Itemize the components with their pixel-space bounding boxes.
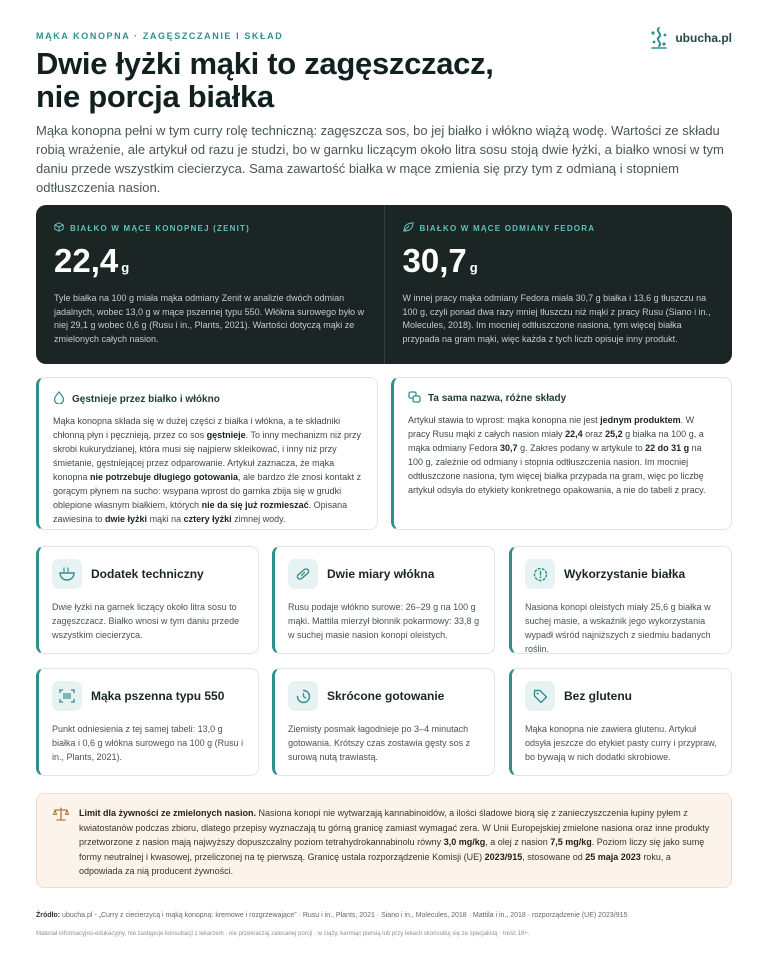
stat-label: BIAŁKO W MĄCE ODMIANY FEDORA [419, 223, 596, 233]
stat-zenit [36, 205, 384, 364]
brand[interactable] [649, 26, 732, 50]
card-title: Skrócone gotowanie [327, 689, 445, 703]
stat-description: W innej pracy mąka odmiany Fedora miała 30,7 g białka i 13,6 g tłuszczu na 100 g, czyli ponad dwa razy mniej tłuszczu niż mąki z pracy Rusu (Siano i in., Molecules, 2018). Im mocniej odtłuszczone nasiona, tym więcej białka przypada na gram mąki, więc każda z tych liczb opisuje inny produkt. [402, 293, 711, 344]
tag-icon [525, 681, 555, 711]
swap-icon [408, 391, 421, 406]
card-text: Ziemisty posmak łagodnieje po 3–4 minutach gotowania. Krótszy czas zostawia gęsty sos z surową nutą trawiastą. [288, 724, 471, 762]
stat-value: 30,7 [402, 242, 467, 279]
card-fiber-measures [272, 546, 495, 654]
card-wheat-flour [36, 668, 259, 776]
stat-unit: g [121, 260, 130, 275]
legal-limit-note [36, 793, 732, 888]
card-text: Mąka konopna nie zawiera glutenu. Artykuł odsyła jeszcze do etykiet pasty curry i przypraw, bo bywają w nich dodatki skrobiowe. [525, 724, 717, 762]
scale-icon [53, 807, 69, 887]
lead-paragraph: Mąka konopna pełni w tym curry rolę techniczną: zagęszcza sos, bo jej białko i włókno wiążą wodę. Wartości ze składu robią wrażenie, ale artykuł od razu je studzi, bo w garnku liczącym około litra sosu stoją dwie łyżki, a białko wnosi w tym daniu przede wszystkim ciecierzyca. Sama zawartość białka w mące zmienia się przy tym z odmianą i stopniem odtłuszczenia nasion. [36, 123, 724, 195]
sources-label: Źródło: [36, 912, 61, 919]
title-line-1: Dwie łyżki mąki to zagęszczacz, [36, 46, 494, 81]
stat-label: BIAŁKO W MĄCE KONOPNEJ (ZENIT) [70, 223, 250, 233]
stat-unit: g [469, 260, 478, 275]
capsule-icon [288, 559, 318, 589]
title-line-2: nie porcja białka [36, 79, 274, 114]
card-title: Dodatek techniczny [91, 567, 204, 581]
droplet-icon [53, 391, 65, 407]
card-text: Rusu podaje włókno surowe: 26–29 g na 100 g mąki. Mattila mierzył błonnik pokarmowy: 33,8 g w suchej masie nasion konopi oleistych. [288, 602, 480, 640]
stats-panel [36, 205, 732, 364]
card-text: Dwie łyżki na garnek liczący około litra sosu to zagęszczacz. Białko wnosi w tym daniu przede wszystkim ciecierzyca. [52, 602, 240, 640]
card-protein-utilization [509, 546, 732, 654]
card-technical-additive [36, 546, 259, 654]
leaf-icon [403, 222, 414, 234]
page-title [36, 47, 656, 113]
card-same-name [391, 377, 732, 530]
timer-icon [288, 681, 318, 711]
disclaimer: Materiał informacyjno-edukacyjny, nie zastępuje konsultacji z lekarzem · nie przekraczaj zalecanej porcji · w ciąży, karmiąc piersią lub przy lekach skonsultuj się ze specjalistą · treść 18+. [36, 931, 530, 937]
card-title: Gęstnieje przez białko i włókno [72, 393, 220, 405]
card-title: Mąka pszenna typu 550 [91, 689, 225, 703]
card-short-cooking [272, 668, 495, 776]
cube-icon [54, 222, 64, 234]
card-title: Bez glutenu [564, 689, 632, 703]
card-gluten-free [509, 668, 732, 776]
stat-value: 22,4 [54, 242, 119, 279]
card-body: Mąka konopna składa się w dużej części z białka i włókna, a te składniki chłonną płyn i pęcznieją, przez co sos gęstnieje. To inny mechanizm niż przy skrobi kukurydzianej, która musi się najpierw skleikować, i inny niż przy śmietanie, gęstniejącej przez odparowanie. Artykuł zaznacza, że mąka konopna nie potrzebuje długiego gotowania, ale bardzo źle znosi kontakt z gorącym płynem na sucho: wsypana wprost do garnka zbija się w grudki oblepione własnym białkiem, których nie da się już rozmieszać. Opisana zawiesina to dwie łyżki mąki na cztery łyżki zimnej wody. [53, 416, 362, 524]
stat-description: Tyle białka na 100 g miała mąka odmiany Zenit w analizie dwóch odmian jadalnych, wobec 13,0 g w mące pszennej typu 550. Włókna surowego było w niej 29,1 g wobec 0,6 g (Rusu i in., Plants, 2021). Wartości dotyczą mąki ze zmielonych całych nasion. [54, 293, 365, 344]
note-text: Limit dla żywności ze zmielonych nasion. Nasiona konopi nie wytwarzają kannabinoidów, a ilości śladowe biorą się z zanieczyszczenia łupiny pyłem z kwiatostanów podczas zbioru, dlatego przepisy wyznaczają tu górną granicę zamiast wymagać zera. W Unii Europejskiej zmielone nasiona oraz inne produkty przetworzone z nasion mają najwyższy dopuszczalny poziom tetrahydrokannabinolu równy 3,0 mg/kg, a olej z nasion 7,5 mg/kg. Poziom liczy się jako sumę formy neutralnej i kwasowej, przeliczonej na tę pierwszą. Granicę ustala rozporządzenie Komisji (UE) 2023/915, stosowane od 25 maja 2023 roku, a odpowiada za nią producent żywności. [79, 808, 710, 876]
card-thickening [36, 377, 378, 530]
card-title: Ta sama nazwa, różne składy [428, 393, 567, 404]
sources-text: ubucha.pl - „Curry z ciecierzycą i mąką konopną: kremowe i rozgrzewające” · Rusu i in., Plants, 2021 · Siano i in., Molecules, 2018 · Mattila i in., 2018 · rozporządzenie (UE) 2023/915 [60, 912, 628, 919]
bowl-icon [52, 559, 82, 589]
card-title: Dwie miary włókna [327, 567, 435, 581]
sources-footer [36, 912, 732, 919]
card-text: Punkt odniesienia z tej samej tabeli: 13,0 g białka i 0,6 g włókna surowego na 100 g (Rusu i in., Plants, 2021). [52, 724, 244, 762]
card-body: Artykuł stawia to wprost: mąka konopna nie jest jednym produktem. W pracy Rusu mąki z całych nasion miały 22,4 oraz 25,2 g białka na 100 g, a mąka odmiany Fedora 30,7 g. Zakres podany w artykule to 22 do 31 g na 100 g, zależnie od odmiany i stopnia odtłuszczenia nasion. Im mocniej odtłuszczone nasiona, tym więcej białka przypada na gram, więc po liczbę artykuł odsyła do etykiety konkretnego opakowania, a nie do tabeli z pracy. [408, 415, 706, 495]
kicker: MĄKA KONOPNA · ZAGĘSZCZANIE I SKŁAD [36, 31, 284, 41]
stat-fedora [384, 205, 733, 364]
card-title: Wykorzystanie białka [564, 567, 686, 581]
brand-name: ubucha.pl [675, 31, 732, 45]
card-text: Nasiona konopi oleistych miały 25,6 g białka w suchej masie, a wskaźnik jego wykorzystania wypadł wśród najniższych z siedmiu badanych roślin. [525, 602, 711, 654]
alert-icon [525, 559, 555, 589]
barcode-icon [52, 681, 82, 711]
